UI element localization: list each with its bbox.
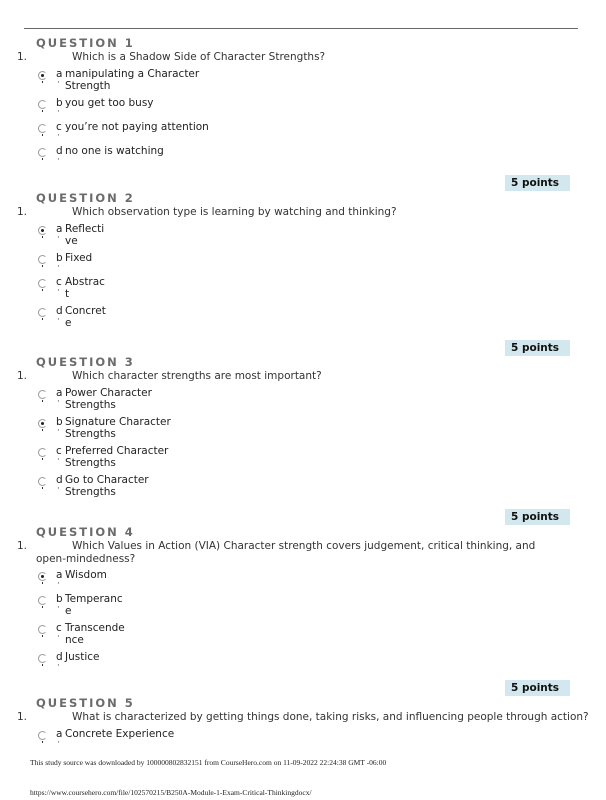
- option-label-cont: Strengths: [65, 428, 116, 440]
- option-label-cont: ve: [65, 235, 78, 247]
- radio-icon[interactable]: [38, 477, 47, 486]
- option-letter: a: [56, 387, 63, 399]
- option-label: Temperanc: [65, 593, 123, 605]
- option-label: manipulating a Character: [65, 68, 200, 80]
- question-heading: QUESTION 3: [36, 355, 135, 369]
- option-d[interactable]: [36, 651, 336, 679]
- radio-icon[interactable]: [38, 124, 47, 133]
- question-heading: QUESTION 4: [36, 525, 135, 539]
- option-label-cont: Strengths: [65, 486, 116, 498]
- question-heading: QUESTION 5: [36, 696, 135, 710]
- top-divider: [24, 28, 578, 29]
- question-text: Which Values in Action (VIA) Character strength covers judgement, critical thinking, and open-mindedness?: [36, 540, 536, 565]
- option-c[interactable]: [36, 276, 336, 304]
- option-letter: c: [56, 445, 62, 457]
- option-letter: a: [56, 569, 63, 581]
- option-letter: b: [56, 252, 63, 264]
- points-badge: 5 points: [505, 340, 570, 356]
- option-letter: a: [56, 223, 63, 235]
- question-number: 1.: [17, 51, 28, 63]
- list-dot: ·: [57, 315, 60, 325]
- list-dot: ·: [57, 661, 60, 671]
- option-letter: c: [56, 622, 62, 634]
- question-text: Which character strengths are most important?: [72, 370, 322, 382]
- radio-checked-icon[interactable]: [38, 419, 47, 428]
- option-label: Fixed: [65, 252, 93, 264]
- option-label-cont: nce: [65, 634, 84, 646]
- option-letter: b: [56, 593, 63, 605]
- question-text: Which is a Shadow Side of Character Strengths?: [72, 51, 326, 63]
- option-label: Reflecti: [65, 223, 105, 235]
- question-heading: QUESTION 2: [36, 191, 135, 205]
- radio-checked-icon[interactable]: [38, 71, 47, 80]
- radio-icon[interactable]: [38, 255, 47, 264]
- option-letter: d: [56, 305, 63, 317]
- option-d[interactable]: [36, 474, 336, 502]
- question-number: 1.: [17, 540, 28, 552]
- question-text: Which observation type is learning by watching and thinking?: [72, 206, 397, 218]
- option-a[interactable]: [36, 728, 336, 756]
- option-label-cont: e: [65, 605, 72, 617]
- list-dot: ·: [57, 397, 60, 407]
- option-c[interactable]: [36, 445, 336, 473]
- list-dot: ·: [57, 579, 60, 589]
- option-d[interactable]: [36, 145, 336, 173]
- option-label-cont: t: [65, 288, 70, 300]
- question-number: 1.: [17, 370, 28, 382]
- radio-icon[interactable]: [38, 448, 47, 457]
- radio-icon[interactable]: [38, 625, 47, 634]
- radio-icon[interactable]: [38, 279, 47, 288]
- radio-icon[interactable]: [38, 731, 47, 740]
- option-label: Signature Character: [65, 416, 171, 428]
- option-letter: b: [56, 97, 63, 109]
- option-letter: c: [56, 276, 62, 288]
- option-label: Preferred Character: [65, 445, 169, 457]
- option-label: Go to Character: [65, 474, 149, 486]
- question-number: 1.: [17, 711, 28, 723]
- list-dot: ·: [57, 78, 60, 88]
- list-dot: ·: [57, 262, 60, 272]
- points-badge: 5 points: [505, 175, 570, 191]
- option-letter: a: [56, 68, 63, 80]
- list-dot: ·: [57, 155, 60, 165]
- download-note: This study source was downloaded by 100000802832151 from CourseHero.com on 11-09-2022 22:24:38 GMT -06:00: [30, 758, 387, 767]
- option-label: Concrete Experience: [65, 728, 175, 740]
- list-dot: ·: [57, 426, 60, 436]
- question-text: What is characterized by getting things done, taking risks, and influencing people through action?: [72, 711, 589, 723]
- option-letter: d: [56, 651, 63, 663]
- option-label: Abstrac: [65, 276, 105, 288]
- option-d[interactable]: [36, 305, 336, 333]
- radio-icon[interactable]: [38, 654, 47, 663]
- list-dot: ·: [57, 233, 60, 243]
- list-dot: ·: [57, 131, 60, 141]
- option-label: you get too busy: [65, 97, 154, 109]
- option-c[interactable]: [36, 622, 336, 650]
- option-label: Power Character: [65, 387, 152, 399]
- option-letter: c: [56, 121, 62, 133]
- option-a[interactable]: [36, 223, 336, 251]
- radio-checked-icon[interactable]: [38, 226, 47, 235]
- option-letter: b: [56, 416, 63, 428]
- option-b[interactable]: [36, 593, 336, 621]
- list-dot: ·: [57, 738, 60, 748]
- option-a[interactable]: [36, 387, 336, 415]
- option-letter: d: [56, 145, 63, 157]
- option-label-cont: Strengths: [65, 399, 116, 411]
- question-number: 1.: [17, 206, 28, 218]
- radio-icon[interactable]: [38, 148, 47, 157]
- points-badge: 5 points: [505, 680, 570, 696]
- list-dot: ·: [57, 484, 60, 494]
- option-label: Transcende: [65, 622, 125, 634]
- option-label-cont: Strengths: [65, 457, 116, 469]
- list-dot: ·: [57, 632, 60, 642]
- radio-checked-icon[interactable]: [38, 572, 47, 581]
- option-label-cont: e: [65, 317, 72, 329]
- radio-icon[interactable]: [38, 100, 47, 109]
- list-dot: ·: [57, 107, 60, 117]
- option-letter: a: [56, 728, 63, 740]
- points-badge: 5 points: [505, 509, 570, 525]
- list-dot: ·: [57, 455, 60, 465]
- option-label: Wisdom: [65, 569, 107, 581]
- option-label: Concret: [65, 305, 106, 317]
- option-letter: d: [56, 474, 63, 486]
- option-label-cont: Strength: [65, 80, 111, 92]
- source-url[interactable]: https://www.coursehero.com/file/102570215/B250A-Module-1-Exam-Critical-Thinkingdocx/: [30, 788, 312, 797]
- question-heading: QUESTION 1: [36, 36, 135, 50]
- option-b[interactable]: [36, 416, 336, 444]
- radio-icon[interactable]: [38, 390, 47, 399]
- radio-icon[interactable]: [38, 596, 47, 605]
- option-label: Justice: [65, 651, 100, 663]
- option-label: you’re not paying attention: [65, 121, 209, 133]
- list-dot: ·: [57, 286, 60, 296]
- option-label: no one is watching: [65, 145, 164, 157]
- option-a[interactable]: [36, 68, 336, 96]
- list-dot: ·: [57, 603, 60, 613]
- radio-icon[interactable]: [38, 308, 47, 317]
